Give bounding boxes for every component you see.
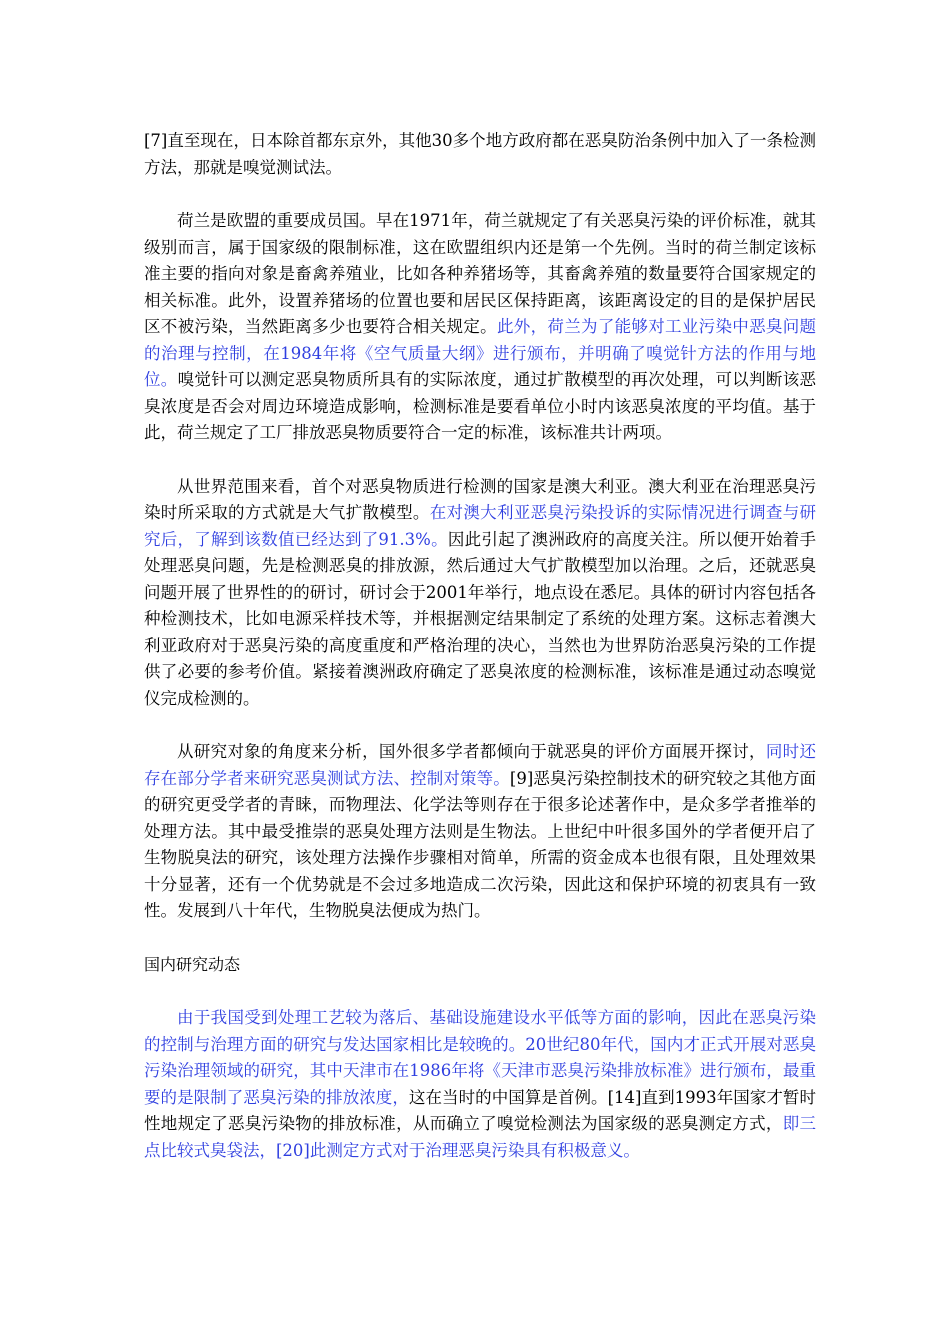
document-page — [144, 128, 816, 1191]
paragraph-run: 从研究对象的角度来分析，国外很多学者都倾向于就恶臭的评价方面展开探讨， — [177, 742, 766, 761]
paragraph-run: 因此引起了澳洲政府的高度关注。所以便开始着手处理恶臭问题，先是检测恶臭的排放源，然后通过大气扩散模型加以治理。之后，还就恶臭问题开展了世界性的的研讨，研讨会于2001年举行，地点设在悉尼。具体的研讨内容包括各种检测技术，比如电源采样技术等，并根据测定结果制定了系统的处理方案。这标志着澳大利亚政府对于恶臭污染的高度重度和严格治理的决心，当然也为世界防治恶臭污染的工作提供了必要的参考价值。紧接着澳洲政府确定了恶臭浓度的检测标准，该标准是通过动态嗅觉仪完成检测的。 — [144, 529, 816, 708]
paragraph-run: 这在当时的中国算是首例。[14]直到1993年国家才暂时性地规定了恶臭污染物的排放标准，从而确立了嗅觉检测法为国家级的恶臭测定方式， — [144, 1087, 816, 1133]
highlighted-run: 同时还存在部分学者来研究恶臭测试方法、控制对策等。 — [144, 742, 817, 788]
paragraph-run: 荷兰是欧盟的重要成员国。早在1971年，荷兰就规定了有关恶臭污染的评价标准，就其级别而言，属于国家级的限制标准，这在欧盟组织内还是第一个先例。当时的荷兰制定该标准主要的指向对象是畜禽养殖业，比如各种养猪场等，其畜禽养殖的数量要符合国家规定的相关标准。此外，设置养猪场的位置也要和居民区保持距离，该距离设定的目的是保护居民区不被污染，当然距离多少也要符合相关规定。 — [144, 211, 816, 336]
paragraph-netherlands — [144, 208, 816, 447]
highlighted-run: 此外，荷兰为了能够对工业污染中恶臭问题的治理与控制，在1984年将《空气质量大纲》进行颁布，并明确了嗅觉针方法的作用与地位。 — [144, 317, 817, 389]
paragraph-run: [7]直至现在，日本除首都东京外，其他30多个地方政府都在恶臭防治条例中加入了一条检测方法，那就是嗅觉测试法。 — [144, 131, 816, 177]
paragraph-domestic — [144, 1005, 816, 1164]
paragraph-run: [9]恶臭污染控制技术的研究较之其他方面的研究更受学者的青睐，而物理法、化学法等则存在于很多论述著作中，是众多学者推举的处理方法。其中最受推崇的恶臭处理方法则是生物法。上世纪中叶很多国外的学者便开启了生物脱臭法的研究，该处理方法操作步骤相对简单，所需的资金成本也很有限，且处理效果十分显著，还有一个优势就是不会过多地造成二次污染，因此这和保护环境的初衷具有一致性。发展到八十年代，生物脱臭法便成为热门。 — [144, 768, 817, 920]
highlighted-run: 在对澳大利亚恶臭污染投诉的实际情况进行调查与研究后，了解到该数值已经达到了91.3%。 — [144, 503, 817, 549]
paragraph-japan — [144, 128, 816, 181]
highlighted-run: 由于我国受到处理工艺较为落后、基础设施建设水平低等方面的影响，因此在恶臭污染的控制与治理方面的研究与发达国家相比是较晚的。20世纪80年代，国内才正式开展对恶臭污染治理领域的研究，其中天津市在1986年将《天津市恶臭污染排放标准》进行颁布，最重要的是限制了恶臭污染的排放浓度， — [144, 1008, 816, 1107]
highlighted-run: 即三点比较式臭袋法，[20]此测定方式对于治理恶臭污染具有积极意义。 — [144, 1114, 817, 1160]
paragraph-run: 从世界范围来看，首个对恶臭物质进行检测的国家是澳大利亚。澳大利亚在治理恶臭污染时所采取的方式就是大气扩散模型。 — [144, 476, 816, 522]
paragraph-research-objects — [144, 739, 816, 925]
paragraph-australia — [144, 474, 816, 713]
section-heading: 国内研究动态 — [144, 954, 241, 974]
paragraph-run: 嗅觉针可以测定恶臭物质所具有的实际浓度，通过扩散模型的再次处理，可以判断该恶臭浓度是否会对周边环境造成影响，检测标准是要看单位小时内该恶臭浓度的平均值。基于此，荷兰规定了工厂排放恶臭物质要符合一定的标准，该标准共计两项。 — [144, 370, 817, 442]
